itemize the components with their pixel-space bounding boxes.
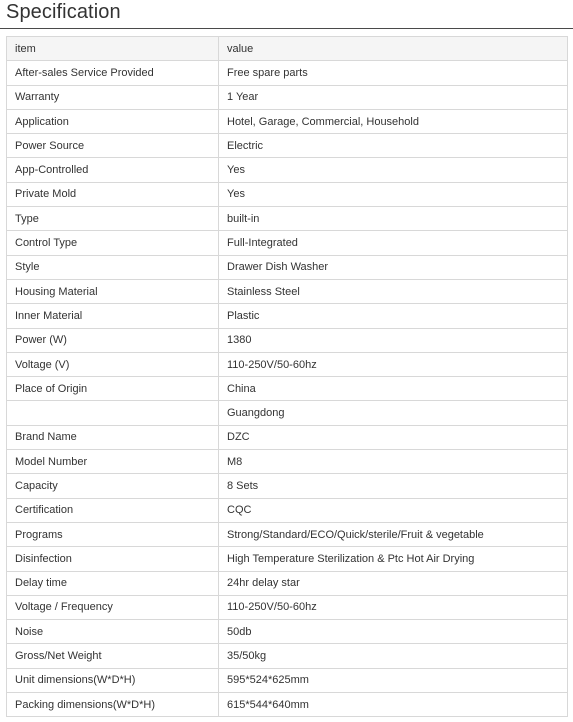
spec-item-cell: App-Controlled <box>7 158 219 182</box>
spec-item-cell: Brand Name <box>7 425 219 449</box>
spec-value-cell: Stainless Steel <box>219 279 568 303</box>
spec-item-cell: Style <box>7 255 219 279</box>
table-row <box>7 85 568 109</box>
table-row <box>7 425 568 449</box>
spec-value-cell: DZC <box>219 425 568 449</box>
table-row <box>7 255 568 279</box>
spec-value-cell: 110-250V/50-60hz <box>219 352 568 376</box>
spec-item-cell: Voltage (V) <box>7 352 219 376</box>
spec-value-cell: 110-250V/50-60hz <box>219 595 568 619</box>
specification-table-body <box>7 37 568 717</box>
spec-value-cell: Electric <box>219 134 568 158</box>
spec-item-cell: Gross/Net Weight <box>7 644 219 668</box>
spec-value-cell: 24hr delay star <box>219 571 568 595</box>
spec-value-cell: Guangdong <box>219 401 568 425</box>
spec-value-cell: Yes <box>219 158 568 182</box>
spec-item-cell: Delay time <box>7 571 219 595</box>
table-row <box>7 547 568 571</box>
table-row <box>7 109 568 133</box>
table-row <box>7 182 568 206</box>
table-row <box>7 668 568 692</box>
table-row <box>7 644 568 668</box>
spec-item-cell: Model Number <box>7 450 219 474</box>
spec-value-cell: High Temperature Sterilization & Ptc Hot Air Drying <box>219 547 568 571</box>
spec-item-cell: Voltage / Frequency <box>7 595 219 619</box>
spec-item-cell: Control Type <box>7 231 219 255</box>
table-row <box>7 498 568 522</box>
page-header <box>0 0 573 29</box>
table-row <box>7 450 568 474</box>
spec-item-cell: Certification <box>7 498 219 522</box>
spec-value-cell: 50db <box>219 620 568 644</box>
spec-value-cell: 595*524*625mm <box>219 668 568 692</box>
spec-item-cell: Warranty <box>7 85 219 109</box>
spec-value-cell: Drawer Dish Washer <box>219 255 568 279</box>
spec-item-cell: Noise <box>7 620 219 644</box>
spec-item-cell: Housing Material <box>7 279 219 303</box>
spec-value-cell: 8 Sets <box>219 474 568 498</box>
spec-item-cell: Packing dimensions(W*D*H) <box>7 693 219 717</box>
spec-item-cell: Place of Origin <box>7 377 219 401</box>
table-row <box>7 352 568 376</box>
table-row <box>7 207 568 231</box>
spec-value-cell: 615*544*640mm <box>219 693 568 717</box>
table-row <box>7 571 568 595</box>
table-row <box>7 61 568 85</box>
spec-item-cell: After-sales Service Provided <box>7 61 219 85</box>
spec-value-cell: Free spare parts <box>219 61 568 85</box>
spec-value-cell: M8 <box>219 450 568 474</box>
spec-value-cell: Strong/Standard/ECO/Quick/sterile/Fruit & vegetable <box>219 522 568 546</box>
spec-item-cell: Private Mold <box>7 182 219 206</box>
spec-item-cell: Power (W) <box>7 328 219 352</box>
page-title: Specification <box>6 1 121 23</box>
table-row <box>7 304 568 328</box>
spec-value-cell: Hotel, Garage, Commercial, Household <box>219 109 568 133</box>
table-row <box>7 134 568 158</box>
spec-value-cell: Full-Integrated <box>219 231 568 255</box>
spec-item-cell: Inner Material <box>7 304 219 328</box>
spec-value-cell: Yes <box>219 182 568 206</box>
spec-item-cell <box>7 401 219 425</box>
header-item-cell: item <box>7 37 219 61</box>
spec-value-cell: CQC <box>219 498 568 522</box>
table-row <box>7 522 568 546</box>
spec-item-cell: Power Source <box>7 134 219 158</box>
spec-item-cell: Type <box>7 207 219 231</box>
table-row <box>7 620 568 644</box>
table-row <box>7 231 568 255</box>
table-row <box>7 158 568 182</box>
spec-value-cell: built-in <box>219 207 568 231</box>
spec-value-cell: 1 Year <box>219 85 568 109</box>
spec-item-cell: Disinfection <box>7 547 219 571</box>
table-row <box>7 377 568 401</box>
spec-value-cell: 1380 <box>219 328 568 352</box>
spec-item-cell: Application <box>7 109 219 133</box>
table-row <box>7 328 568 352</box>
spec-item-cell: Unit dimensions(W*D*H) <box>7 668 219 692</box>
table-row <box>7 279 568 303</box>
table-row <box>7 474 568 498</box>
spec-value-cell: 35/50kg <box>219 644 568 668</box>
table-row <box>7 401 568 425</box>
spec-value-cell: China <box>219 377 568 401</box>
table-row <box>7 693 568 717</box>
specification-table <box>6 36 568 717</box>
spec-value-cell: Plastic <box>219 304 568 328</box>
spec-item-cell: Capacity <box>7 474 219 498</box>
table-row <box>7 595 568 619</box>
table-header-row <box>7 37 568 61</box>
spec-item-cell: Programs <box>7 522 219 546</box>
header-value-cell: value <box>219 37 568 61</box>
